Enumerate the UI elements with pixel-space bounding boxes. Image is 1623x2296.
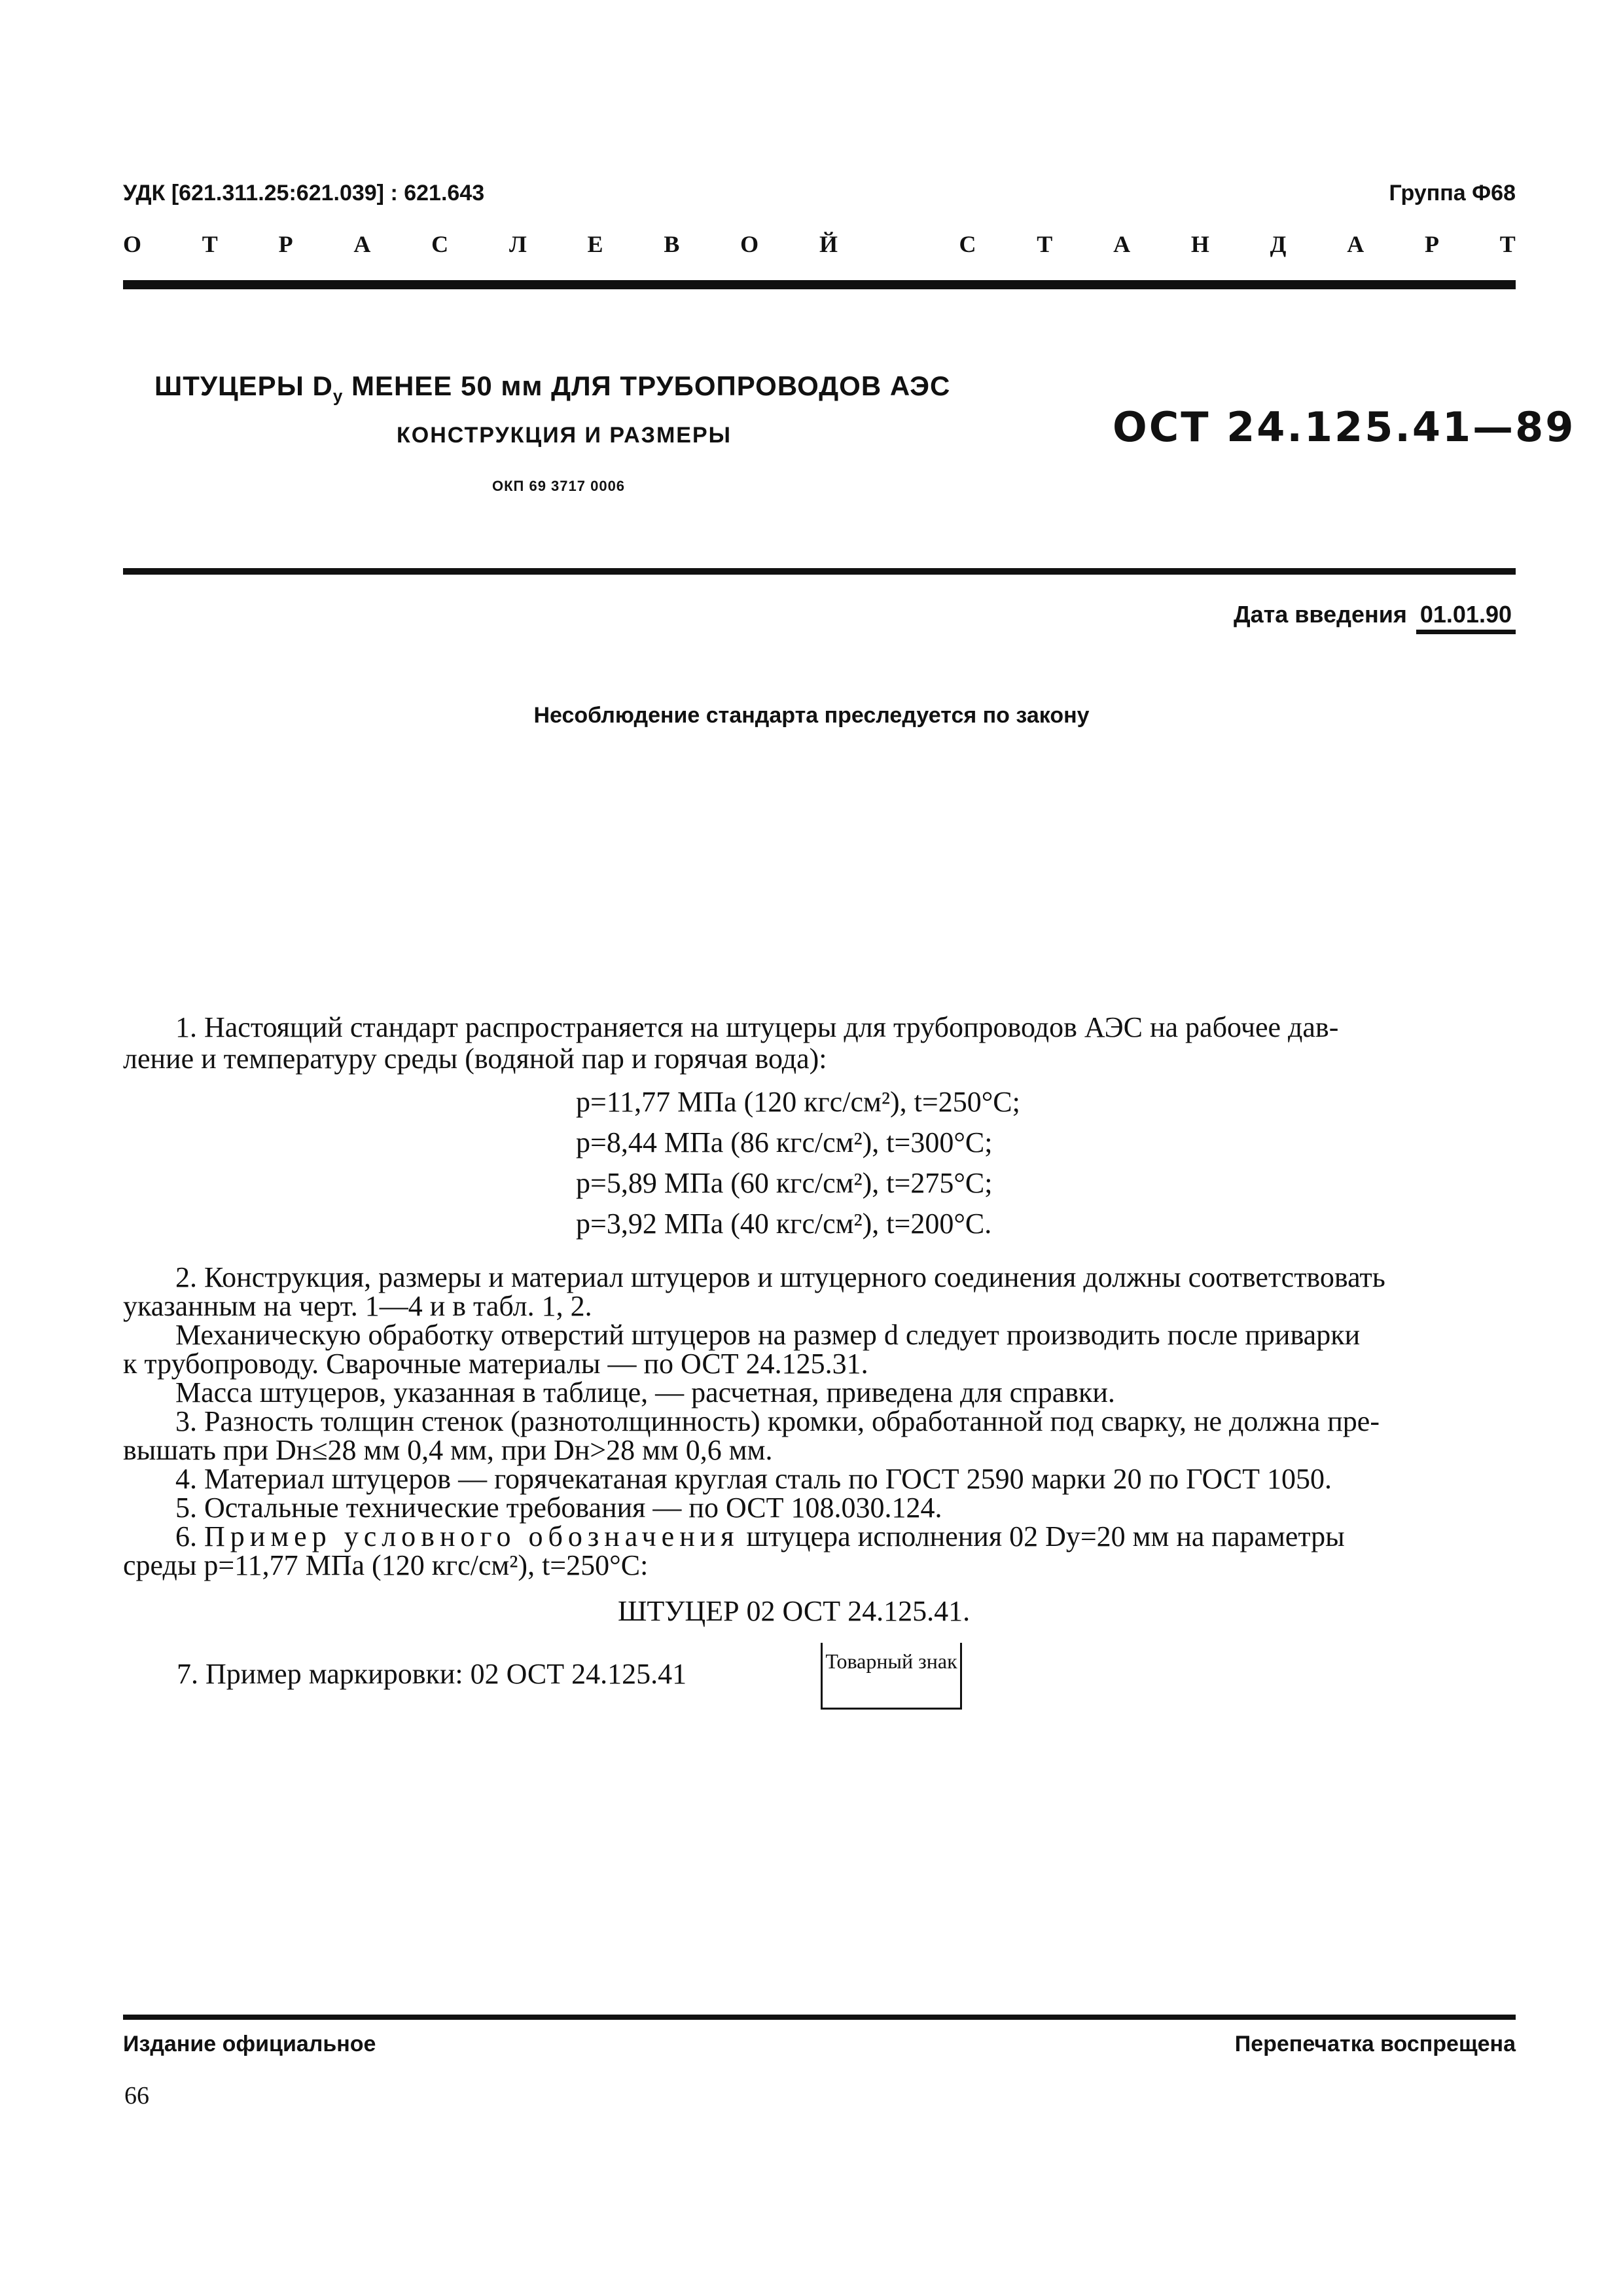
effective-date-label: Дата введения: [1233, 601, 1407, 628]
banner-letter: Т: [1037, 231, 1053, 257]
udk-code: УДК [621.311.25:621.039] : 621.643: [123, 181, 485, 206]
paragraph-6: 6. Пример условного обозначения штуцера исполнения 02 Dу=20 мм на параметры: [175, 1520, 1345, 1552]
banner-letter: Й: [819, 231, 838, 257]
banner-letter: Д: [1270, 231, 1287, 257]
page-number: 66: [124, 2082, 149, 2109]
document-title: ШТУЦЕРЫ $D_у$ МЕНЕЕ 50 мм ДЛЯ ТРУБОПРОВОДОВ АЭС: [154, 370, 951, 406]
okp-code: ОКП 69 3717 0006: [492, 478, 626, 494]
banner-letter: О: [123, 231, 142, 257]
banner-letter: А: [1347, 231, 1364, 257]
banner-letter: А: [353, 231, 371, 257]
paragraph-2-cont: указанным на черт. 1—4 и в табл. 1, 2.: [123, 1290, 592, 1322]
effective-date-value: 01.01.90: [1416, 601, 1516, 634]
banner-letter: Т: [1499, 231, 1516, 257]
paragraph-3: 3. Разность толщин стенок (разнотолщинность) кромки, обработанной под сварку, не должна пре-: [175, 1405, 1380, 1437]
banner-letter: А: [1113, 231, 1131, 257]
official-edition-note: Издание официальное: [123, 2032, 376, 2056]
subscript-y: у: [332, 386, 344, 406]
trademark-box: Товарный знак: [821, 1643, 962, 1710]
banner-letter: В: [664, 231, 680, 257]
spaced-emphasis: Пример условного обозначения: [204, 1520, 740, 1552]
reprint-prohibited-note: Перепечатка воспрещена: [1234, 2032, 1516, 2056]
banner-letter: С: [431, 231, 449, 257]
banner-letter: Т: [202, 231, 218, 257]
designation-example: ШТУЦЕР 02 ОСТ 24.125.41.: [618, 1595, 971, 1627]
title-rule: [123, 568, 1516, 575]
banner-letter: Р: [1425, 231, 1440, 257]
banner-letter: Н: [1190, 231, 1209, 257]
parameter-line: p=3,92 МПа (40 кгс/см²), t=200°С.: [576, 1208, 992, 1240]
paragraph-1: 1. Настоящий стандарт распространяется на штуцеры для трубопроводов АЭС на рабочее дав-: [175, 1011, 1339, 1043]
standard-type-banner: [123, 230, 1516, 258]
paragraph-3-cont: вышать при Dн≤28 мм 0,4 мм, при Dн>28 мм 0,6 мм.: [123, 1434, 773, 1466]
paragraph-2-machining: Механическую обработку отверстий штуцеров на размер d следует производить после приварки: [175, 1319, 1361, 1351]
banner-letter: Л: [508, 231, 527, 257]
banner-letter: Р: [278, 231, 293, 257]
parameter-line: p=8,44 МПа (86 кгс/см²), t=300°С;: [576, 1126, 993, 1158]
banner-letter: С: [959, 231, 976, 257]
document-subtitle: КОНСТРУКЦИЯ И РАЗМЕРЫ: [397, 423, 732, 448]
paragraph-4: 4. Материал штуцеров — горячекатаная круглая сталь по ГОСТ 2590 марки 20 по ГОСТ 1050.: [175, 1463, 1332, 1495]
banner-letter: Е: [587, 231, 603, 257]
effective-date: [1234, 601, 1516, 634]
paragraph-1-cont: ление и температуру среды (водяной пар и горячая вода):: [123, 1043, 827, 1075]
paragraph-2-mass: Масса штуцеров, указанная в таблице, — расчетная, приведена для справки.: [175, 1376, 1115, 1408]
paragraph-2: 2. Конструкция, размеры и материал штуцеров и штуцерного соединения должны соответствовать: [175, 1261, 1385, 1293]
parameter-line: p=5,89 МПа (60 кгс/см²), t=275°С;: [576, 1167, 993, 1199]
paragraph-6-cont: среды p=11,77 МПа (120 кгс/см²), t=250°С:: [123, 1549, 649, 1581]
group-code: Группа Ф68: [1389, 181, 1516, 206]
standard-number: ОСТ 24.125.41—89: [1113, 403, 1576, 451]
footer-rule: [123, 2015, 1516, 2020]
paragraph-2-welding: к трубопроводу. Сварочные материалы — по ОСТ 24.125.31.: [123, 1348, 868, 1380]
paragraph-5: 5. Остальные технические требования — по ОСТ 108.030.124.: [175, 1492, 942, 1524]
banner-letter: О: [740, 231, 759, 257]
parameter-line: p=11,77 МПа (120 кгс/см²), t=250°С;: [576, 1086, 1020, 1118]
paragraph-7: 7. Пример маркировки: 02 ОСТ 24.125.41: [177, 1658, 687, 1690]
header-rule: [123, 280, 1516, 289]
law-notice: Несоблюдение стандарта преследуется по закону: [533, 703, 1090, 728]
